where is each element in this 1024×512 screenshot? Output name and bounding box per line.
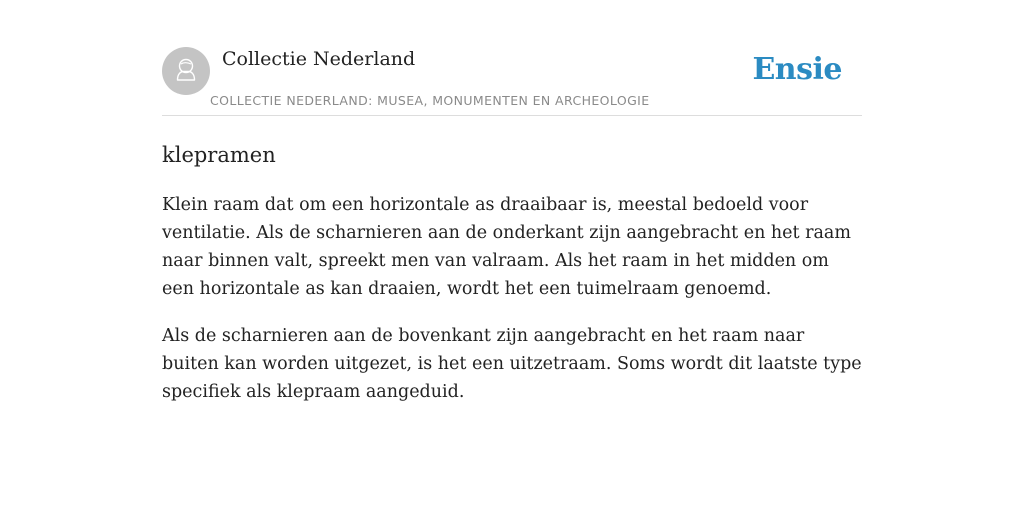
entry-card xyxy=(162,40,862,406)
author-name[interactable]: Collectie Nederland xyxy=(222,48,416,70)
entry-paragraph-1: Klein raam dat om een horizontale as draaibaar is, meestal bedoeld voor ventilatie. Als de scharnieren aan de onderkant zijn aangebracht en het raam naar binnen valt, spreekt men van valraam. Als het raam in het midden om een horizontale as kan draaien, wordt het een tuimelraam genoemd. xyxy=(162,195,851,299)
ensie-logo[interactable]: Ensie xyxy=(752,52,842,87)
entry-paragraph-2: Als de scharnieren aan de bovenkant zijn aangebracht en het raam naar buiten kan worden uitgezet, is het een uitzetraam. Soms wordt dit laatste type specifiek als klepraam aangeduid. xyxy=(162,326,862,402)
entry-title: klepramen xyxy=(162,143,276,167)
author-subtitle[interactable]: COLLECTIE NEDERLAND: MUSEA, MONUMENTEN EN ARCHEOLOGIE xyxy=(210,93,650,108)
entry-header xyxy=(162,40,862,116)
user-icon xyxy=(162,47,210,95)
author-avatar[interactable] xyxy=(162,47,210,95)
